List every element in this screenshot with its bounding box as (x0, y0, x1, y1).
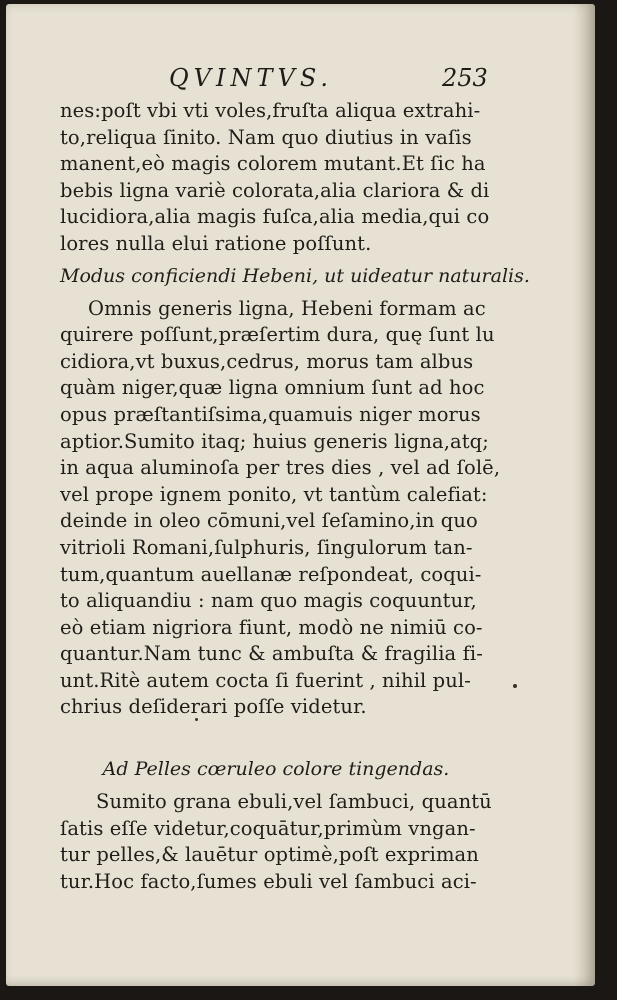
ink-speck (195, 718, 198, 721)
text-line: lucidiora,alia magis fuſca,alia media,qui co (60, 205, 490, 229)
running-head: QVINTVS. (169, 64, 334, 92)
paragraph-3 (60, 789, 492, 895)
text-line: in aqua aluminoſa per tres dies , vel ad ſolē, (60, 456, 501, 480)
text-line: Sumito grana ebuli,vel ſambuci, quantū (96, 790, 492, 814)
text-line: to,reliqua ſinito. Nam quo diutius in vaſis (60, 125, 472, 149)
text-line: manent,eò magis colorem mutant.Et ſic ha (60, 152, 486, 176)
text-line: vitrioli Romani,ſulphuris, ſingulorum tan- (60, 535, 473, 559)
section-heading-pelles: Ad Pelles cœruleo colore tingendas. (102, 758, 450, 781)
section-heading-ebony: Modus conficiendi Hebeni, ut uideatur naturalis. (60, 264, 530, 287)
text-line: lores nulla elui ratione poſſunt. (60, 231, 372, 255)
text-line: nes:poſt vbi vti voles,fruſta aliqua extrahi- (60, 99, 481, 122)
text-line: opus præſtantiſsima,quamuis niger morus (60, 402, 481, 426)
text-line: vel prope ignem ponito, vt tantùm calefiat: (60, 482, 488, 506)
text-line: chrius deſiderari poſſe videtur. (60, 695, 367, 719)
text-line: eò etiam nigriora fiunt, modò ne nimiū co- (60, 615, 483, 639)
text-line: tum,quantum auellanæ reſpondeat, coqui- (60, 562, 482, 586)
text-line: bebis ligna variè colorata,alia clariora & di (60, 178, 490, 202)
text-line: to aliquandiu : nam quo magis coquuntur, (60, 589, 477, 613)
page-number: 253 (442, 64, 488, 92)
text-line: tur.Hoc facto,ſumes ebuli vel ſambuci aci- (60, 869, 477, 893)
text-line: unt.Ritè autem cocta ſi fuerint , nihil pul- (60, 668, 471, 692)
text-line: aptior.Sumito itaq; huius generis ligna,atq; (60, 429, 489, 453)
page-header (6, 64, 595, 96)
text-line: cidiora,vt buxus,cedrus, morus tam albus (60, 349, 474, 373)
paragraph-1 (60, 98, 492, 258)
text-line: quantur.Nam tunc & ambuſta & fragilia fi- (60, 642, 483, 666)
text-line: quàm niger,quæ ligna omnium ſunt ad hoc (60, 376, 485, 400)
paragraph-2 (60, 296, 501, 722)
text-line: deinde in oleo cōmuni,vel ſeſamino,in quo (60, 509, 478, 533)
text-line: ſatis eſſe videtur,coquātur,primùm vngan- (60, 816, 476, 840)
book-page (6, 4, 595, 986)
text-line: Omnis generis ligna, Hebeni formam ac (88, 296, 486, 320)
text-line: quirere poſſunt,præſertim dura, quę ſunt lu (60, 323, 495, 347)
ink-speck (513, 684, 517, 688)
text-line: tur pelles,& lauētur optimè,poſt expriman (60, 843, 479, 867)
text-block (60, 98, 530, 895)
